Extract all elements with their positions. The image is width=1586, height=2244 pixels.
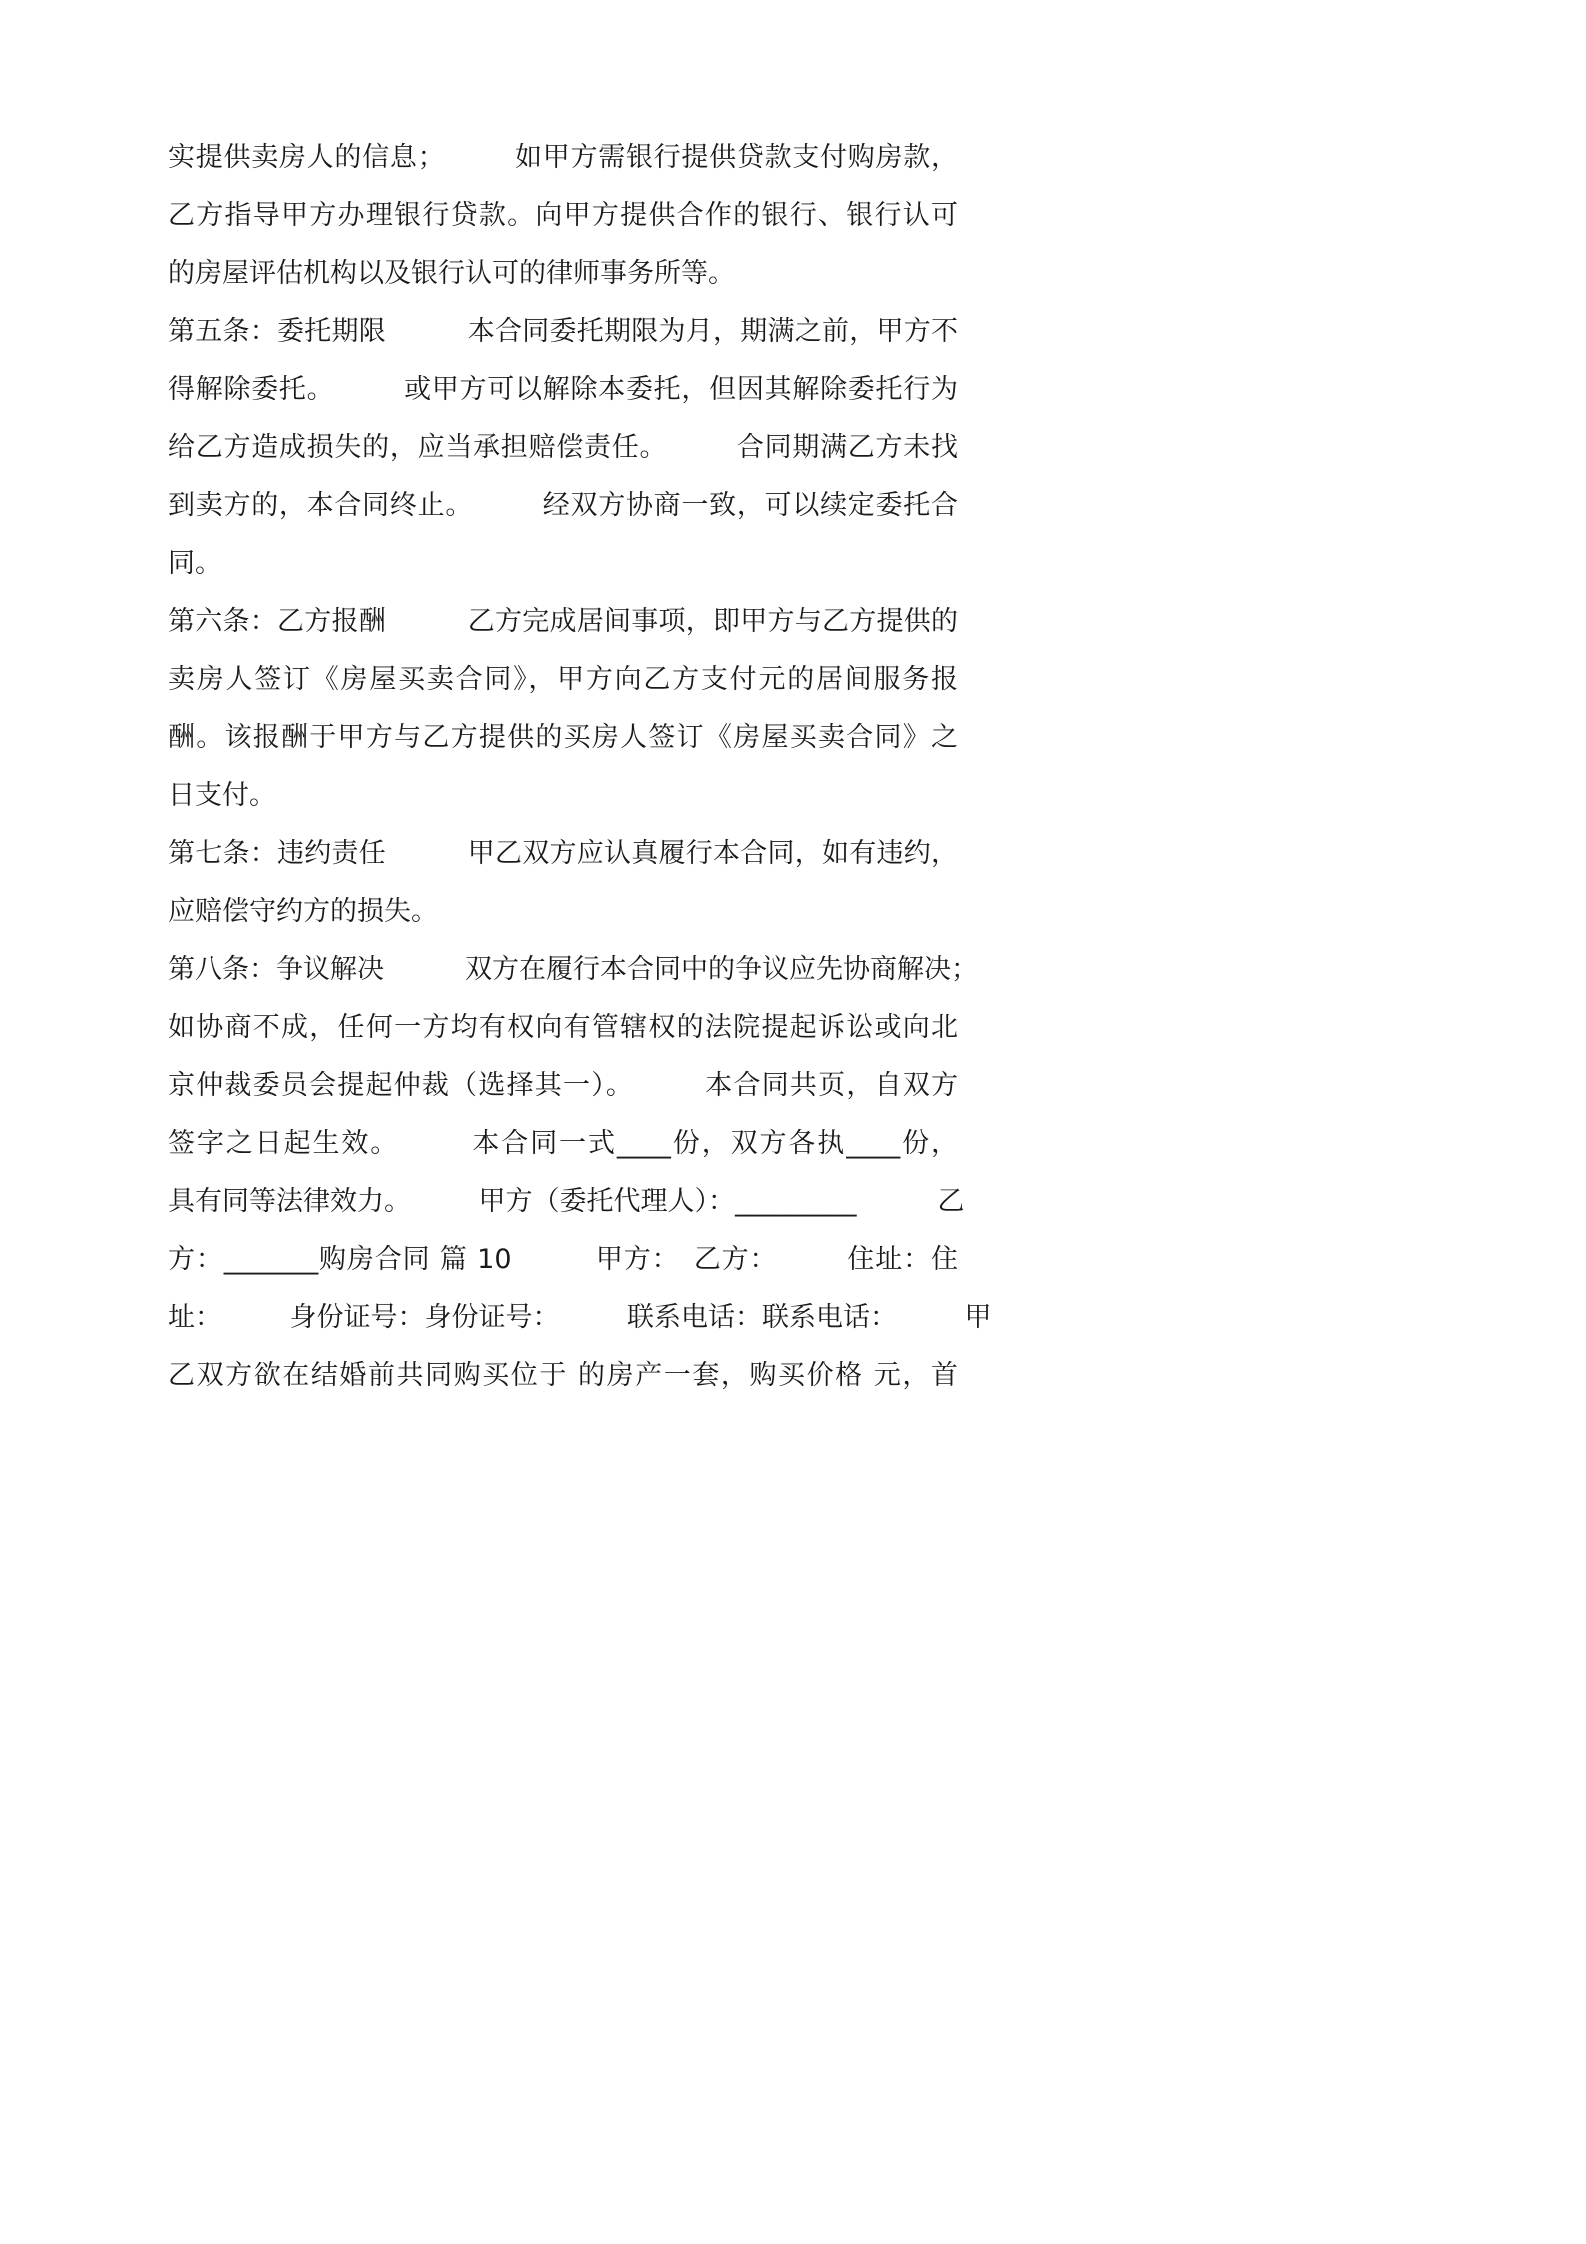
text-line: 第六条：乙方报酬 乙方完成居间事项，即甲方与乙方提供的: [168, 606, 958, 637]
text-line: 乙方指导甲方办理银行贷款。向甲方提供合作的银行、银行认可: [168, 200, 958, 231]
text-line: 酬。该报酬于甲方与乙方提供的买房人签订《房屋买卖合同》之: [168, 722, 958, 753]
text-line: 方：_______购房合同 篇 10 甲方： 乙方： 住址：住: [168, 1244, 958, 1275]
text-line: 的房屋评估机构以及银行认可的律师事务所等。: [168, 258, 735, 289]
text-line: 实提供卖房人的信息； 如甲方需银行提供贷款支付购房款，: [168, 142, 958, 173]
text-line: 第八条：争议解决 双方在履行本合同中的争议应先协商解决；: [168, 954, 978, 985]
document-page: [0, 0, 1103, 1561]
text-line: 日支付。: [168, 780, 276, 811]
text-line: 得解除委托。 或甲方可以解除本委托，但因其解除委托行为: [168, 374, 958, 405]
text-line: 第五条：委托期限 本合同委托期限为月，期满之前，甲方不: [168, 316, 958, 347]
text-line: 应赔偿守约方的损失。: [168, 896, 438, 927]
text-line: 到卖方的，本合同终止。 经双方协商一致，可以续定委托合: [168, 490, 958, 521]
text-line: 卖房人签订《房屋买卖合同》，甲方向乙方支付元的居间服务报: [168, 664, 958, 695]
text-line: 同。: [168, 548, 222, 579]
text-line: 给乙方造成损失的，应当承担赔偿责任。 合同期满乙方未找: [168, 432, 958, 463]
text-line: 址： 身份证号：身份证号： 联系电话：联系电话： 甲: [168, 1302, 992, 1333]
text-line: 第七条：违约责任 甲乙双方应认真履行本合同，如有违约，: [168, 838, 958, 869]
text-line: 具有同等法律效力。 甲方（委托代理人）：_________ 乙: [168, 1186, 965, 1217]
text-line: 京仲裁委员会提起仲裁（选择其一）。 本合同共页，自双方: [168, 1070, 958, 1101]
text-line: 乙双方欲在结婚前共同购买位于 的房产一套，购买价格 元，首: [168, 1360, 958, 1391]
text-line: 签字之日起生效。 本合同一式____份，双方各执____份，: [168, 1128, 958, 1159]
text-line: 如协商不成，任何一方均有权向有管辖权的法院提起诉讼或向北: [168, 1012, 958, 1043]
contract-text-body: [168, 129, 992, 1405]
